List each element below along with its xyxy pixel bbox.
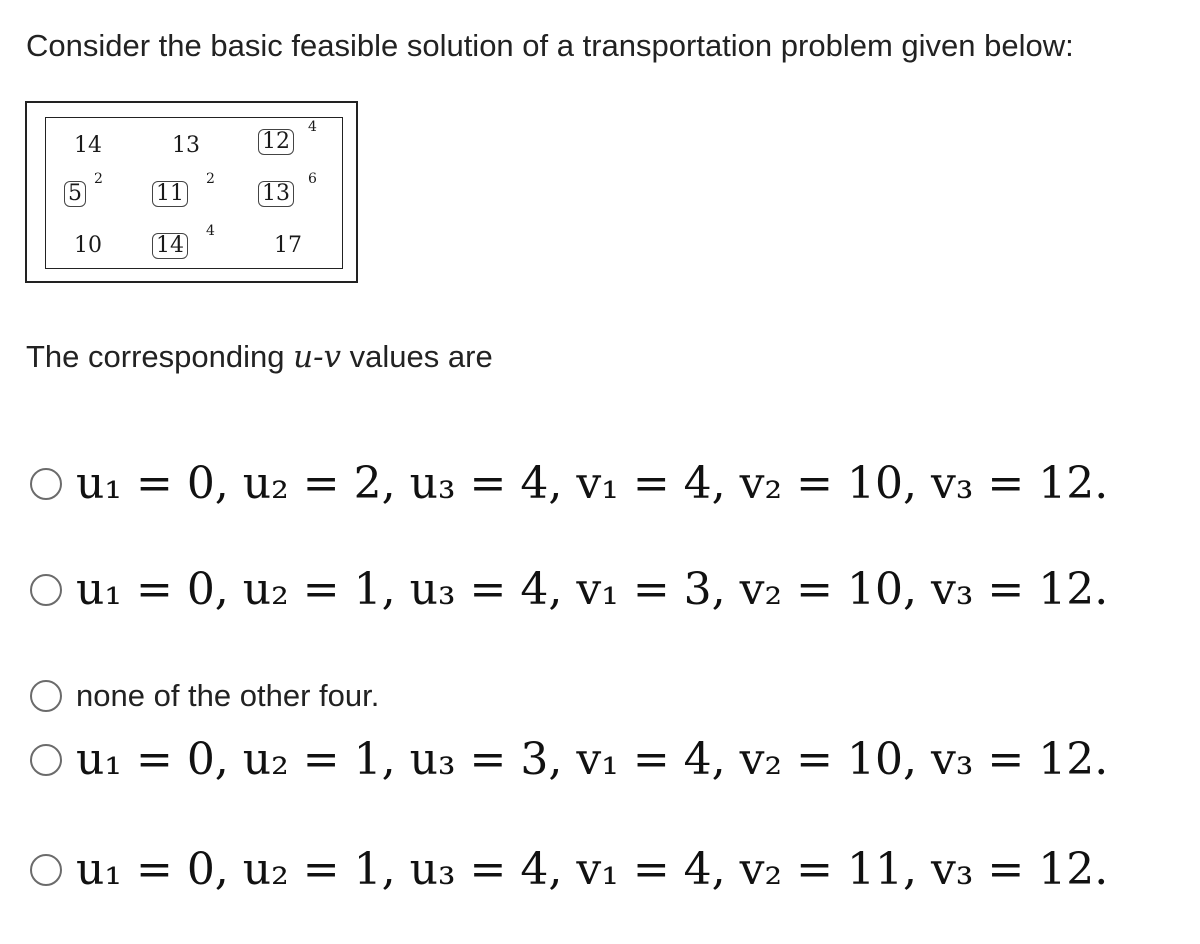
cell-r1c3 (258, 119, 317, 156)
cell-cost: 2 (206, 171, 215, 187)
cell-value: 13 (172, 133, 200, 158)
basic-cell-value: 11 (152, 181, 188, 207)
cell-cost: 6 (308, 171, 317, 187)
radio-button[interactable] (30, 680, 62, 712)
radio-button[interactable] (30, 468, 62, 500)
subheading-suffix: values are (341, 339, 493, 374)
cell-value: 17 (274, 233, 302, 258)
radio-button[interactable] (30, 854, 62, 886)
option-label: u₁ = 0, u₂ = 2, u₃ = 4, v₁ = 4, v₂ = 10, v₃ = 12. (76, 458, 1109, 509)
answer-option-4[interactable] (30, 734, 1108, 785)
option-label: none of the other four. (76, 678, 380, 713)
question-text: Consider the basic feasible solution of a transportation problem given below: (26, 28, 1074, 63)
cell-cost: 4 (308, 119, 317, 135)
cell-r3c1 (74, 232, 102, 260)
transportation-table (25, 101, 358, 283)
answer-option-1[interactable] (30, 458, 1108, 509)
option-label: u₁ = 0, u₂ = 1, u₃ = 3, v₁ = 4, v₂ = 10, v₃ = 12. (76, 734, 1109, 785)
cell-r2c3 (258, 171, 317, 208)
option-label: u₁ = 0, u₂ = 1, u₃ = 4, v₁ = 4, v₂ = 11, v₃ = 12. (76, 844, 1109, 895)
cell-value: 10 (74, 233, 102, 258)
cell-cost: 2 (94, 171, 103, 187)
radio-button[interactable] (30, 574, 62, 606)
answer-option-5[interactable] (30, 844, 1108, 895)
subheading (26, 335, 493, 379)
basic-cell-value: 14 (152, 233, 188, 259)
transportation-table-inner (45, 117, 343, 269)
cell-r2c2 (152, 171, 215, 208)
cell-r3c3 (274, 232, 302, 260)
cell-value: 14 (74, 133, 102, 158)
radio-button[interactable] (30, 744, 62, 776)
cell-r1c1 (74, 132, 102, 160)
basic-cell-value: 12 (258, 129, 294, 155)
cell-r3c2 (152, 223, 215, 260)
basic-cell-value: 13 (258, 181, 294, 207)
cell-r1c2 (172, 132, 200, 160)
answer-option-2[interactable] (30, 564, 1108, 615)
subheading-prefix: The corresponding (26, 339, 294, 374)
cell-cost: 4 (206, 223, 215, 239)
basic-cell-value: 5 (64, 181, 86, 207)
cell-r2c1 (64, 171, 103, 208)
answer-option-3[interactable] (30, 678, 379, 714)
subheading-math: u-v (293, 339, 342, 375)
option-label: u₁ = 0, u₂ = 1, u₃ = 4, v₁ = 3, v₂ = 10, v₃ = 12. (76, 564, 1109, 615)
